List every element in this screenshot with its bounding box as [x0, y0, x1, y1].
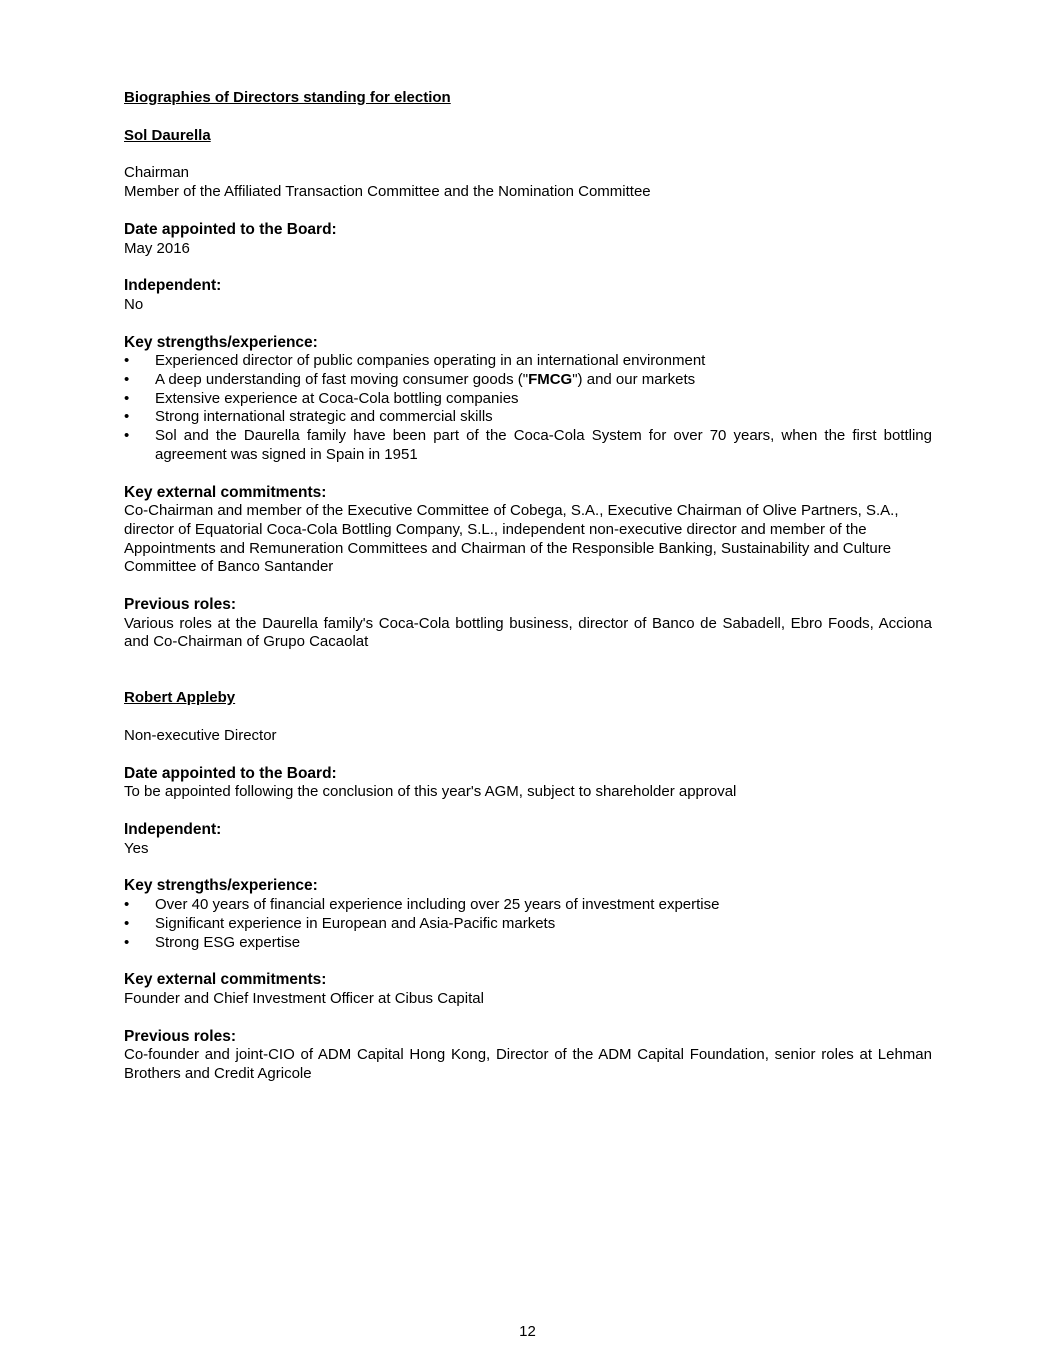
list-item: • A deep understanding of fast moving consumer goods ("FMCG") and our markets: [124, 371, 696, 389]
section-spacer: [124, 652, 932, 689]
key-strengths-label: Key strengths/experience:: [124, 333, 318, 351]
bullet-icon: •: [124, 933, 130, 951]
key-strengths-list: [124, 896, 932, 952]
list-item: • Extensive experience at Coca-Cola bottling companies: [124, 389, 519, 407]
date-appointed-value: May 2016: [124, 239, 190, 257]
previous-roles-label: Previous roles:: [124, 596, 236, 614]
independent-label: Independent:: [124, 820, 222, 838]
bullet-icon: •: [124, 914, 130, 932]
independent-label: Independent:: [124, 277, 222, 295]
previous-roles-label: Previous roles:: [124, 1027, 236, 1045]
director-role: Non-executive Director: [124, 726, 277, 744]
previous-roles-value: Various roles at the Daurella family's Coca-Cola bottling business, director of Banco de Sabadell, Ebro Foods, Acciona and Co-Chairman of Grupo Cacaolat: [124, 614, 932, 651]
date-appointed-label: Date appointed to the Board:: [124, 220, 337, 238]
key-external-label: Key external commitments:: [124, 483, 327, 501]
director-roles: [124, 164, 932, 201]
bullet-icon: •: [124, 389, 130, 407]
list-item: • Over 40 years of financial experience including over 25 years of investment expertise: [124, 896, 720, 914]
director-roles: [124, 727, 932, 746]
director-bio-sol-daurella: [124, 127, 932, 652]
key-external-label: Key external commitments:: [124, 971, 327, 989]
director-name: Sol Daurella: [124, 126, 211, 144]
independent-value: Yes: [124, 839, 149, 857]
key-strengths-label: Key strengths/experience:: [124, 877, 318, 895]
list-item: • Strong international strategic and commercial skills: [124, 408, 493, 426]
bullet-icon: •: [124, 896, 130, 914]
key-strengths-list: [124, 352, 932, 464]
director-name: Robert Appleby: [124, 689, 236, 707]
director-bio-robert-appleby: [124, 689, 932, 1084]
key-external-value: Founder and Chief Investment Officer at Cibus Capital: [124, 989, 484, 1007]
page-title: Biographies of Directors standing for election: [124, 89, 451, 106]
previous-roles-value: Co-founder and joint-CIO of ADM Capital Hong Kong, Director of the ADM Capital Foundation, senior roles at Lehman Brothers and Credit Agricole: [124, 1046, 932, 1083]
page-number: 12: [519, 1323, 536, 1340]
director-role: Chairman: [124, 164, 190, 182]
list-item: • Sol and the Daurella family have been part of the Coca-Cola System for over 70 years, when the first bottling agreement was signed in Spain in 1951: [124, 427, 932, 463]
fmcg-abbreviation: FMCG: [528, 371, 573, 389]
date-appointed-value: To be appointed following the conclusion of this year's AGM, subject to shareholder approval: [124, 783, 737, 801]
date-appointed-label: Date appointed to the Board:: [124, 764, 337, 782]
bullet-icon: •: [124, 371, 130, 389]
list-item: • Significant experience in European and Asia-Pacific markets: [124, 914, 556, 932]
key-external-value: Co-Chairman and member of the Executive Committee of Cobega, S.A., Executive Chairman of Olive Partners, S.A., director of Equatorial Coca-Cola Bottling Company, S.L., independent non-executive director and member of the Appointments and Remuneration Committees and Chairman of the Responsible Banking, Sustainability and Culture Committee of Banco Santander: [124, 502, 899, 576]
bullet-icon: •: [124, 408, 130, 426]
director-committees: Member of the Affiliated Transaction Committee and the Nomination Committee: [124, 183, 651, 201]
bullet-icon: •: [124, 427, 130, 445]
list-item: • Experienced director of public companies operating in an international environment: [124, 352, 706, 370]
independent-value: No: [124, 295, 144, 313]
document-page: [124, 89, 932, 1084]
list-item: • Strong ESG expertise: [124, 933, 301, 951]
bullet-icon: •: [124, 352, 130, 370]
